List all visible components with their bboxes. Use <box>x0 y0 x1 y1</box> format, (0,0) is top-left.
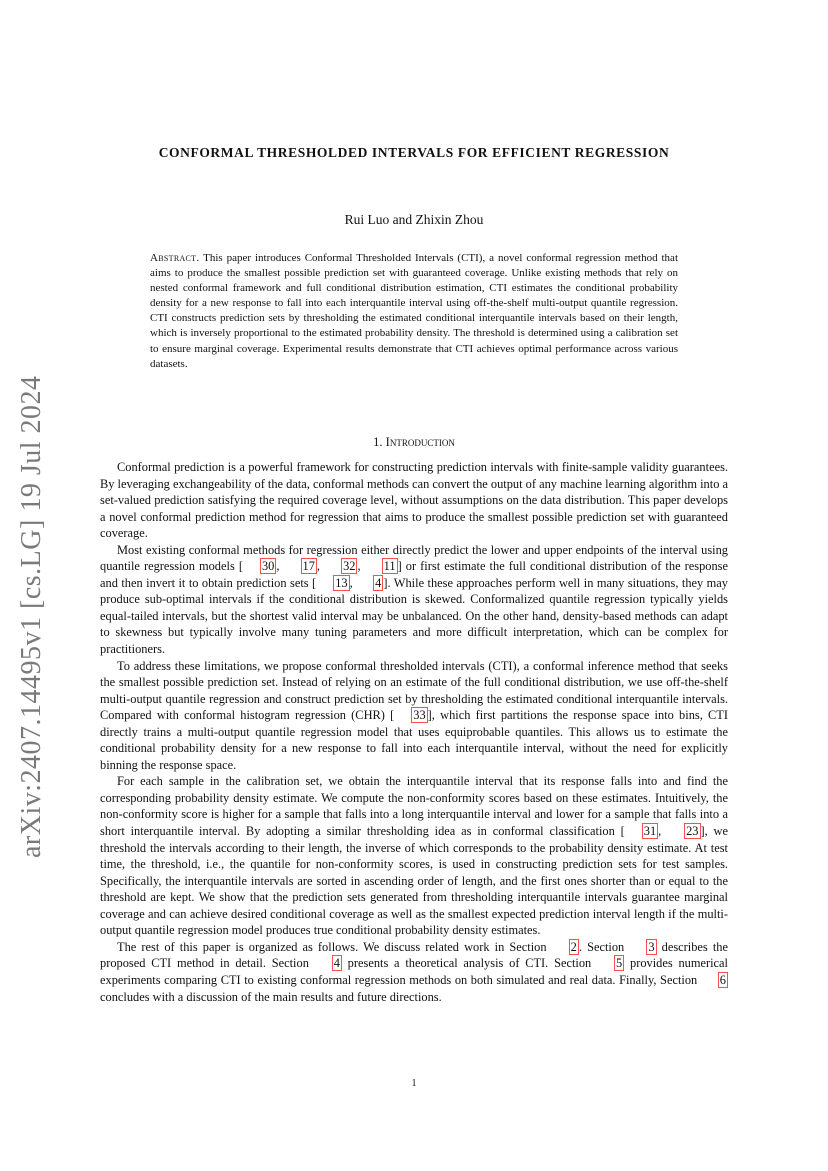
arxiv-identifier: arXiv:2407.14495v1 [cs.LG] 19 Jul 2024 <box>16 375 47 858</box>
citation-link[interactable]: 33 <box>413 708 426 723</box>
paragraph-text: provides numerical experiments comparing CTI to existing conformal regression methods on both simulated and real data. Finally, Section <box>100 956 728 987</box>
section-number: 1. <box>373 435 383 449</box>
paragraph-text: presents a theoretical analysis of CTI. Section <box>341 956 598 971</box>
paragraph-text: ] or first estimate the full conditional distribution of the response and then invert it to obtain prediction sets [ <box>100 559 728 590</box>
paragraph-text: Most existing conformal methods for regression either directly predict the lower and upper endpoints of the interval using quantile regression models [ <box>100 542 728 574</box>
paper-title: CONFORMAL THRESHOLDED INTERVALS FOR EFFICIENT REGRESSION <box>158 145 670 160</box>
abstract-label: Abstract. <box>150 252 200 264</box>
section-title: Introduction <box>385 435 455 449</box>
paragraph-text: To address these limitations, we propose conformal thresholded intervals (CTI), a conformal inference method that seeks the smallest possible prediction set. Instead of relying on an estimate of the full conditional distribution, we use off-the-shelf multi-output quantile regression and construct prediction set by thresholding the estimated conditional interquantile intervals. Compared with conformal histogram regression (CHR) [ <box>100 658 728 723</box>
section-heading <box>100 435 728 450</box>
separator: , <box>658 824 668 839</box>
separator: , <box>357 559 365 574</box>
section-link[interactable]: 3 <box>648 939 655 954</box>
paragraph-3 <box>100 658 728 774</box>
abstract <box>150 251 678 372</box>
separator: , <box>276 559 284 574</box>
section-link[interactable]: 4 <box>333 956 340 971</box>
paragraph-1: Conformal prediction is a powerful framework for constructing prediction intervals with finite-sample validity guarantees. By leveraging exchangeability of the data, conformal methods can convert the output of any machine learning algorithm into a set-valued prediction satisfying the required coverage level, without assumptions on the data distribution. This paper develops a novel conformal prediction method for regression that aims to produce the smallest possible prediction set with guaranteed coverage. <box>100 460 728 541</box>
paper-body <box>100 459 728 1005</box>
separator: , <box>349 575 357 590</box>
paragraph-text: describes the proposed CTI method in detail. Section <box>100 939 728 971</box>
paragraph-text: concludes with a discussion of the main results and future directions. <box>100 989 442 1004</box>
citation-link[interactable]: 23 <box>686 824 699 839</box>
paragraph-text: The rest of this paper is organized as follows. We discuss related work in Section <box>117 939 552 954</box>
paragraph-text: ], we threshold the intervals according to their length, the inverse of which corresponds to the probability density estimate. At test time, the threshold, i.e., the quantile for non-conformity scores, is used in constructing prediction sets for test samples. Specifically, the interquantile intervals are sorted in ascending order of length, and the first ones shorter than or equal to the threshold are kept. We show that the prediction sets generated from thresholding interquantile intervals guarantee marginal coverage and can achieve desired conditional coverage as well as the smallest expected prediction interval length if the multi-output quantile regression model produces true conditional probability density estimates. <box>100 824 728 938</box>
citation-link[interactable]: 32 <box>343 559 356 574</box>
paragraph-5 <box>100 939 728 1005</box>
citation-link[interactable]: 30 <box>261 559 275 574</box>
abstract-text: This paper introduces Conformal Thresholded Intervals (CTI), a novel conformal regression method that aims to produce the smallest possible prediction set with guaranteed coverage. Unlike existing methods that rely on nested conformal framework and full conditional distribution estimation, CTI estimates the conditional probability density for a new response to fall into each interquantile interval using off-the-shelf multi-output quantile regression. CTI constructs prediction sets by thresholding the estimated conditional interquantile intervals based on their length, which is inversely proportional to the estimated probability density. The threshold is determined using a calibration set to ensure marginal coverage. Experimental results demonstrate that CTI achieves optimal performance across various datasets. <box>150 252 678 370</box>
page-number: 1 <box>411 1078 417 1089</box>
paragraph-text: ]. While these approaches perform well in many situations, they may produce sub-optimal intervals if the conditional distribution is skewed. Conformalized quantile regression typically yields equal-tailed intervals, but the shortest valid interval may be unbalanced. On the other hand, density-based methods can adapt to skewness but typically involve many tuning parameters and more difficult interpretation, which can be complex for practitioners. <box>100 575 728 657</box>
paragraph-text: . Section <box>578 939 630 954</box>
citation-link[interactable]: 13 <box>335 575 348 590</box>
section-link[interactable]: 5 <box>616 956 623 971</box>
paragraph-text: For each sample in the calibration set, we obtain the interquantile interval that its response falls into and find the corresponding probability density estimate. We compute the non-conformity scores based on these estimates. Intuitively, the non-conformity score is higher for a sample that falls into a long interquantile interval and lower for a sample that falls into a short interquantile interval. By adopting a similar thresholding idea as in conformal classification [ <box>100 774 728 839</box>
separator: , <box>316 559 325 574</box>
citation-link[interactable]: 4 <box>375 575 382 590</box>
section-link[interactable]: 6 <box>719 972 726 987</box>
paragraph-text: ], which first partitions the response space into bins, CTI directly trains a multi-output quantile regression model that uses equiprobable quantiles. This allows us to estimate the conditional probability density for a new response to fall into each interquantile interval, without the need for explicitly binning the response space. <box>100 708 728 772</box>
paragraph-2 <box>100 542 728 658</box>
section-link[interactable]: 2 <box>570 939 577 954</box>
paper-authors: Rui Luo and Zhixin Zhou <box>344 212 484 227</box>
paragraph-4 <box>100 773 728 938</box>
citation-link[interactable]: 17 <box>302 559 315 574</box>
citation-link[interactable]: 31 <box>643 824 657 839</box>
citation-link[interactable]: 11 <box>383 559 396 574</box>
